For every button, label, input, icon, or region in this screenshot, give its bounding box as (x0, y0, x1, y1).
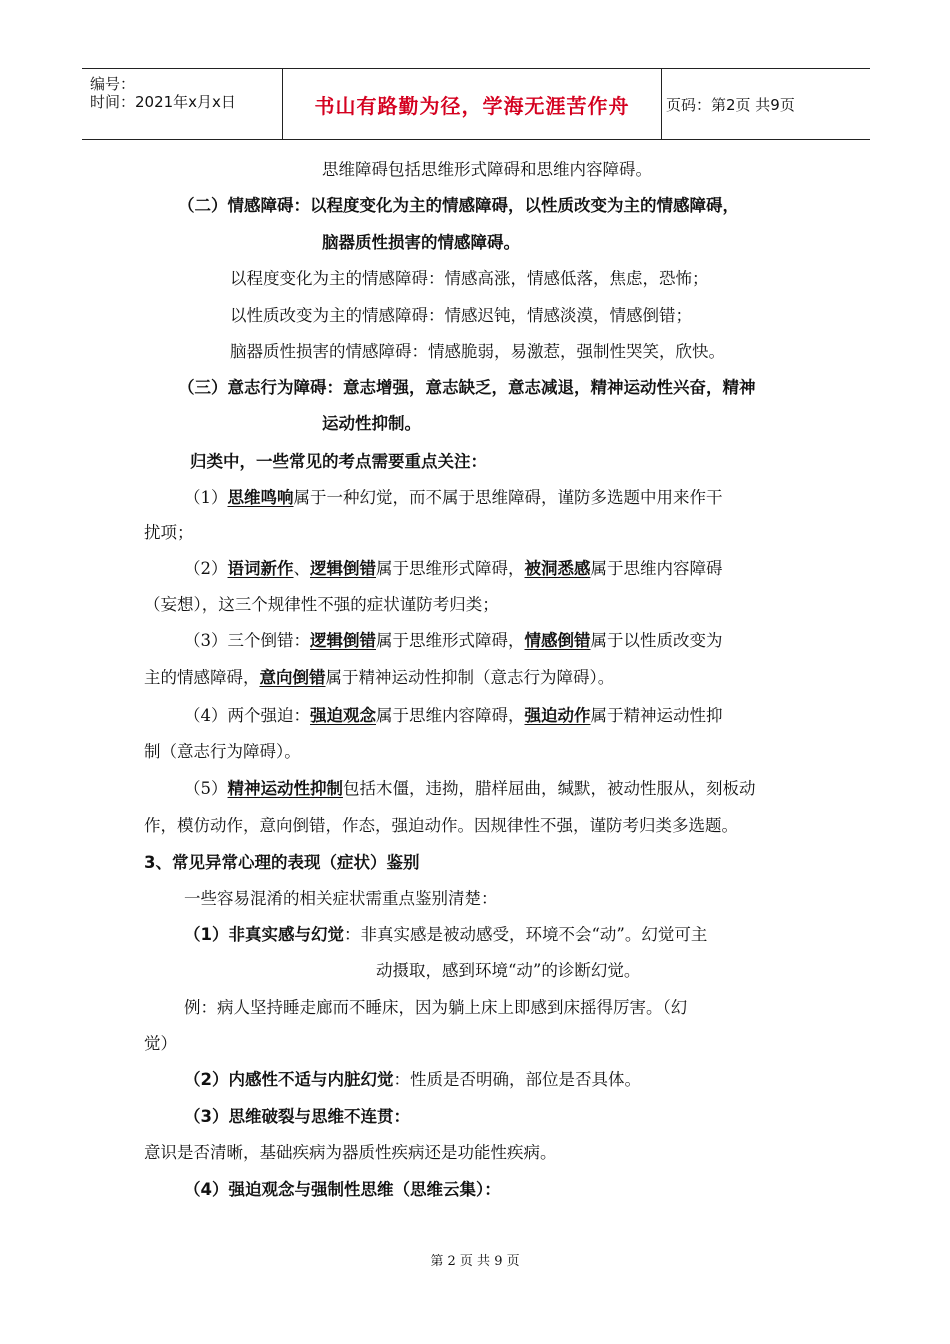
key-term: 被洞悉感 (524, 559, 591, 578)
key-term: 强迫动作 (524, 706, 591, 725)
list-item-cont: 作，模仿动作，意向倒错，作态，强迫动作。因规律性不强，谨防考归类多选题。 (144, 816, 738, 835)
list-item (184, 630, 723, 652)
section-heading-volition-cont: 运动性抑制。 (322, 414, 421, 433)
key-term: 逻辑倒错 (310, 631, 376, 650)
item-text: 属于精神运动性抑 (590, 706, 723, 725)
item-number: （5） (184, 779, 228, 798)
header-left-cell (82, 69, 282, 139)
list-item-cont (144, 667, 614, 689)
item-text: （3）三个倒错： (184, 631, 310, 650)
compare-heading: （4）强迫观念与强制性思维（思维云集）： (184, 1180, 501, 1199)
compare-heading: （1）非真实感与幻觉 (184, 925, 344, 944)
item-text: 属于思维形式障碍， (376, 559, 525, 578)
list-item (184, 705, 723, 727)
text-line: 思维障碍包括思维形式障碍和思维内容障碍。 (322, 160, 652, 179)
key-term: 思维鸣响 (227, 488, 294, 507)
item-text: 包括木僵，违拗，腊样屈曲，缄默，被动性服从，刻板动 (343, 779, 756, 798)
text-line: 以程度变化为主的情感障碍：情感高涨，情感低落，焦虑，恐怖； (230, 269, 709, 288)
item-text: 属于思维内容障碍， (376, 706, 525, 725)
compare-item-cont: 动摄取，感到环境“动”的诊断幻觉。 (376, 961, 641, 980)
page-header (82, 68, 870, 140)
document-number-label: 编号： (90, 75, 136, 93)
section-heading-symptoms: 3、常见异常心理的表现（症状）鉴别 (144, 853, 420, 872)
compare-item (184, 924, 707, 946)
motto-text: 书山有路勤为径，学海无涯苦作舟 (314, 93, 630, 118)
item-number: （1） (184, 488, 228, 507)
list-item (184, 558, 723, 580)
list-item-cont: 制（意志行为障碍）。 (144, 742, 301, 761)
key-term: 精神运动性抑制 (227, 779, 343, 798)
compare-heading: （2）内感性不适与内脏幻觉 (184, 1070, 394, 1089)
header-motto-cell (282, 69, 662, 139)
item-text: ：非真实感是被动感受，环境不会“动”。幻觉可主 (343, 925, 708, 944)
item-text: 属于以性质改变为 (590, 631, 723, 650)
item-text: 、 (293, 559, 310, 578)
key-term: 语词新作 (227, 559, 294, 578)
list-item-cont: 扰项； (144, 523, 194, 542)
key-term: 情感倒错 (524, 631, 591, 650)
compare-heading: （3）思维破裂与思维不连贯： (184, 1107, 410, 1126)
section-heading-emotion-cont: 脑器质性损害的情感障碍。 (322, 233, 520, 252)
text-line: 意识是否清晰，基础疾病为器质性疾病还是功能性疾病。 (144, 1143, 557, 1162)
document-date-label: 时间：2021年x月x日 (90, 93, 236, 111)
example-text-cont: 觉） (144, 1034, 177, 1053)
item-text: 主的情感障碍， (144, 668, 260, 687)
item-text: （4）两个强迫： (184, 706, 310, 725)
list-item-cont: （妄想），这三个规律性不强的症状谨防考归类； (144, 595, 499, 614)
item-number: （2） (184, 559, 228, 578)
text-line: 以性质改变为主的情感障碍：情感迟钝，情感淡漠，情感倒错； (230, 306, 692, 325)
list-item (184, 487, 723, 509)
item-text: 属于思维内容障碍 (590, 559, 723, 578)
text-line: 一些容易混淆的相关症状需重点鉴别清楚： (184, 889, 498, 908)
list-item (184, 778, 756, 800)
item-text: 属于思维形式障碍， (376, 631, 525, 650)
section-heading-volition: （三）意志行为障碍：意志增强，意志缺乏，意志减退，精神运动性兴奋，精神 (178, 378, 756, 397)
key-term: 逻辑倒错 (310, 559, 376, 578)
key-points-heading: 归类中，一些常见的考点需要重点关注： (190, 452, 487, 471)
page-footer: 第 2 页 共 9 页 (430, 1254, 520, 1269)
text-line: 脑器质性损害的情感障碍：情感脆弱，易激惹，强制性哭笑，欣快。 (230, 342, 725, 361)
key-term: 强迫观念 (310, 706, 376, 725)
page-number-label: 页码：第2页 共9页 (666, 95, 795, 114)
compare-item (184, 1069, 641, 1091)
item-text: ：性质是否明确，部位是否具体。 (393, 1070, 641, 1089)
header-page-cell (662, 69, 870, 139)
item-text: 属于一种幻觉，而不属于思维障碍，谨防多选题中用来作干 (293, 488, 723, 507)
example-text: 例：病人坚持睡走廊而不睡床，因为躺上床上即感到床摇得厉害。（幻 (184, 998, 688, 1017)
section-heading-emotion: （二）情感障碍：以程度变化为主的情感障碍，以性质改变为主的情感障碍， (178, 196, 739, 215)
item-text: 属于精神运动性抑制（意志行为障碍）。 (325, 668, 615, 687)
key-term: 意向倒错 (259, 668, 326, 687)
